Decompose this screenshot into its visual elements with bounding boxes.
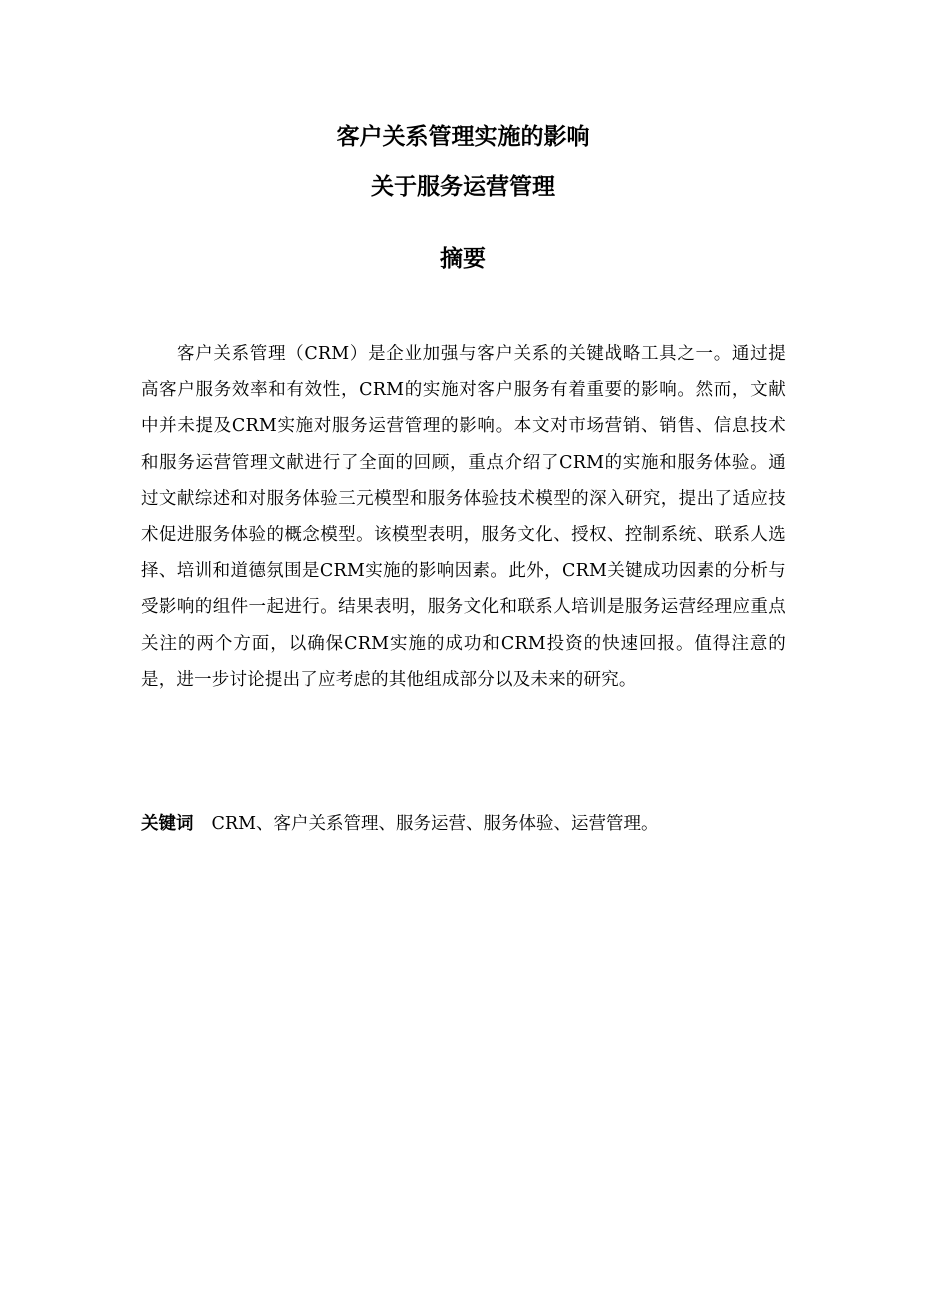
keywords-label: 关键词 — [141, 814, 194, 834]
abstract-paragraph: 客户关系管理（CRM）是企业加强与客户关系的关键战略工具之一。通过提高客户服务效率和有效性，CRM的实施对客户服务有着重要的影响。然而，文献中并未提及CRM实施对服务运营管理的影响。本文对市场营销、销售、信息技术和服务运营管理文献进行了全面的回顾，重点介绍了CRM的实施和服务体验。通过文献综述和对服务体验三元模型和服务体验技术模型的深入研究，提出了适应技术促进服务体验的概念模型。该模型表明，服务文化、授权、控制系统、联系人选择、培训和道德氛围是CRM实施的影响因素。此外，CRM关键成功因素的分析与受影响的组件一起进行。结果表明，服务文化和联系人培训是服务运营经理应重点关注的两个方面，以确保CRM实施的成功和CRM投资的快速回报。值得注意的是，进一步讨论提出了应考虑的其他组成部分以及未来的研究。 — [141, 344, 786, 690]
title-line-1: 客户关系管理实施的影响 — [336, 124, 590, 150]
keywords-text: CRM、客户关系管理、服务运营、服务体验、运营管理。 — [211, 814, 659, 834]
abstract-heading: 摘要 — [440, 246, 486, 272]
title-line-2: 关于服务运营管理 — [371, 174, 555, 200]
keywords-line — [141, 810, 801, 837]
